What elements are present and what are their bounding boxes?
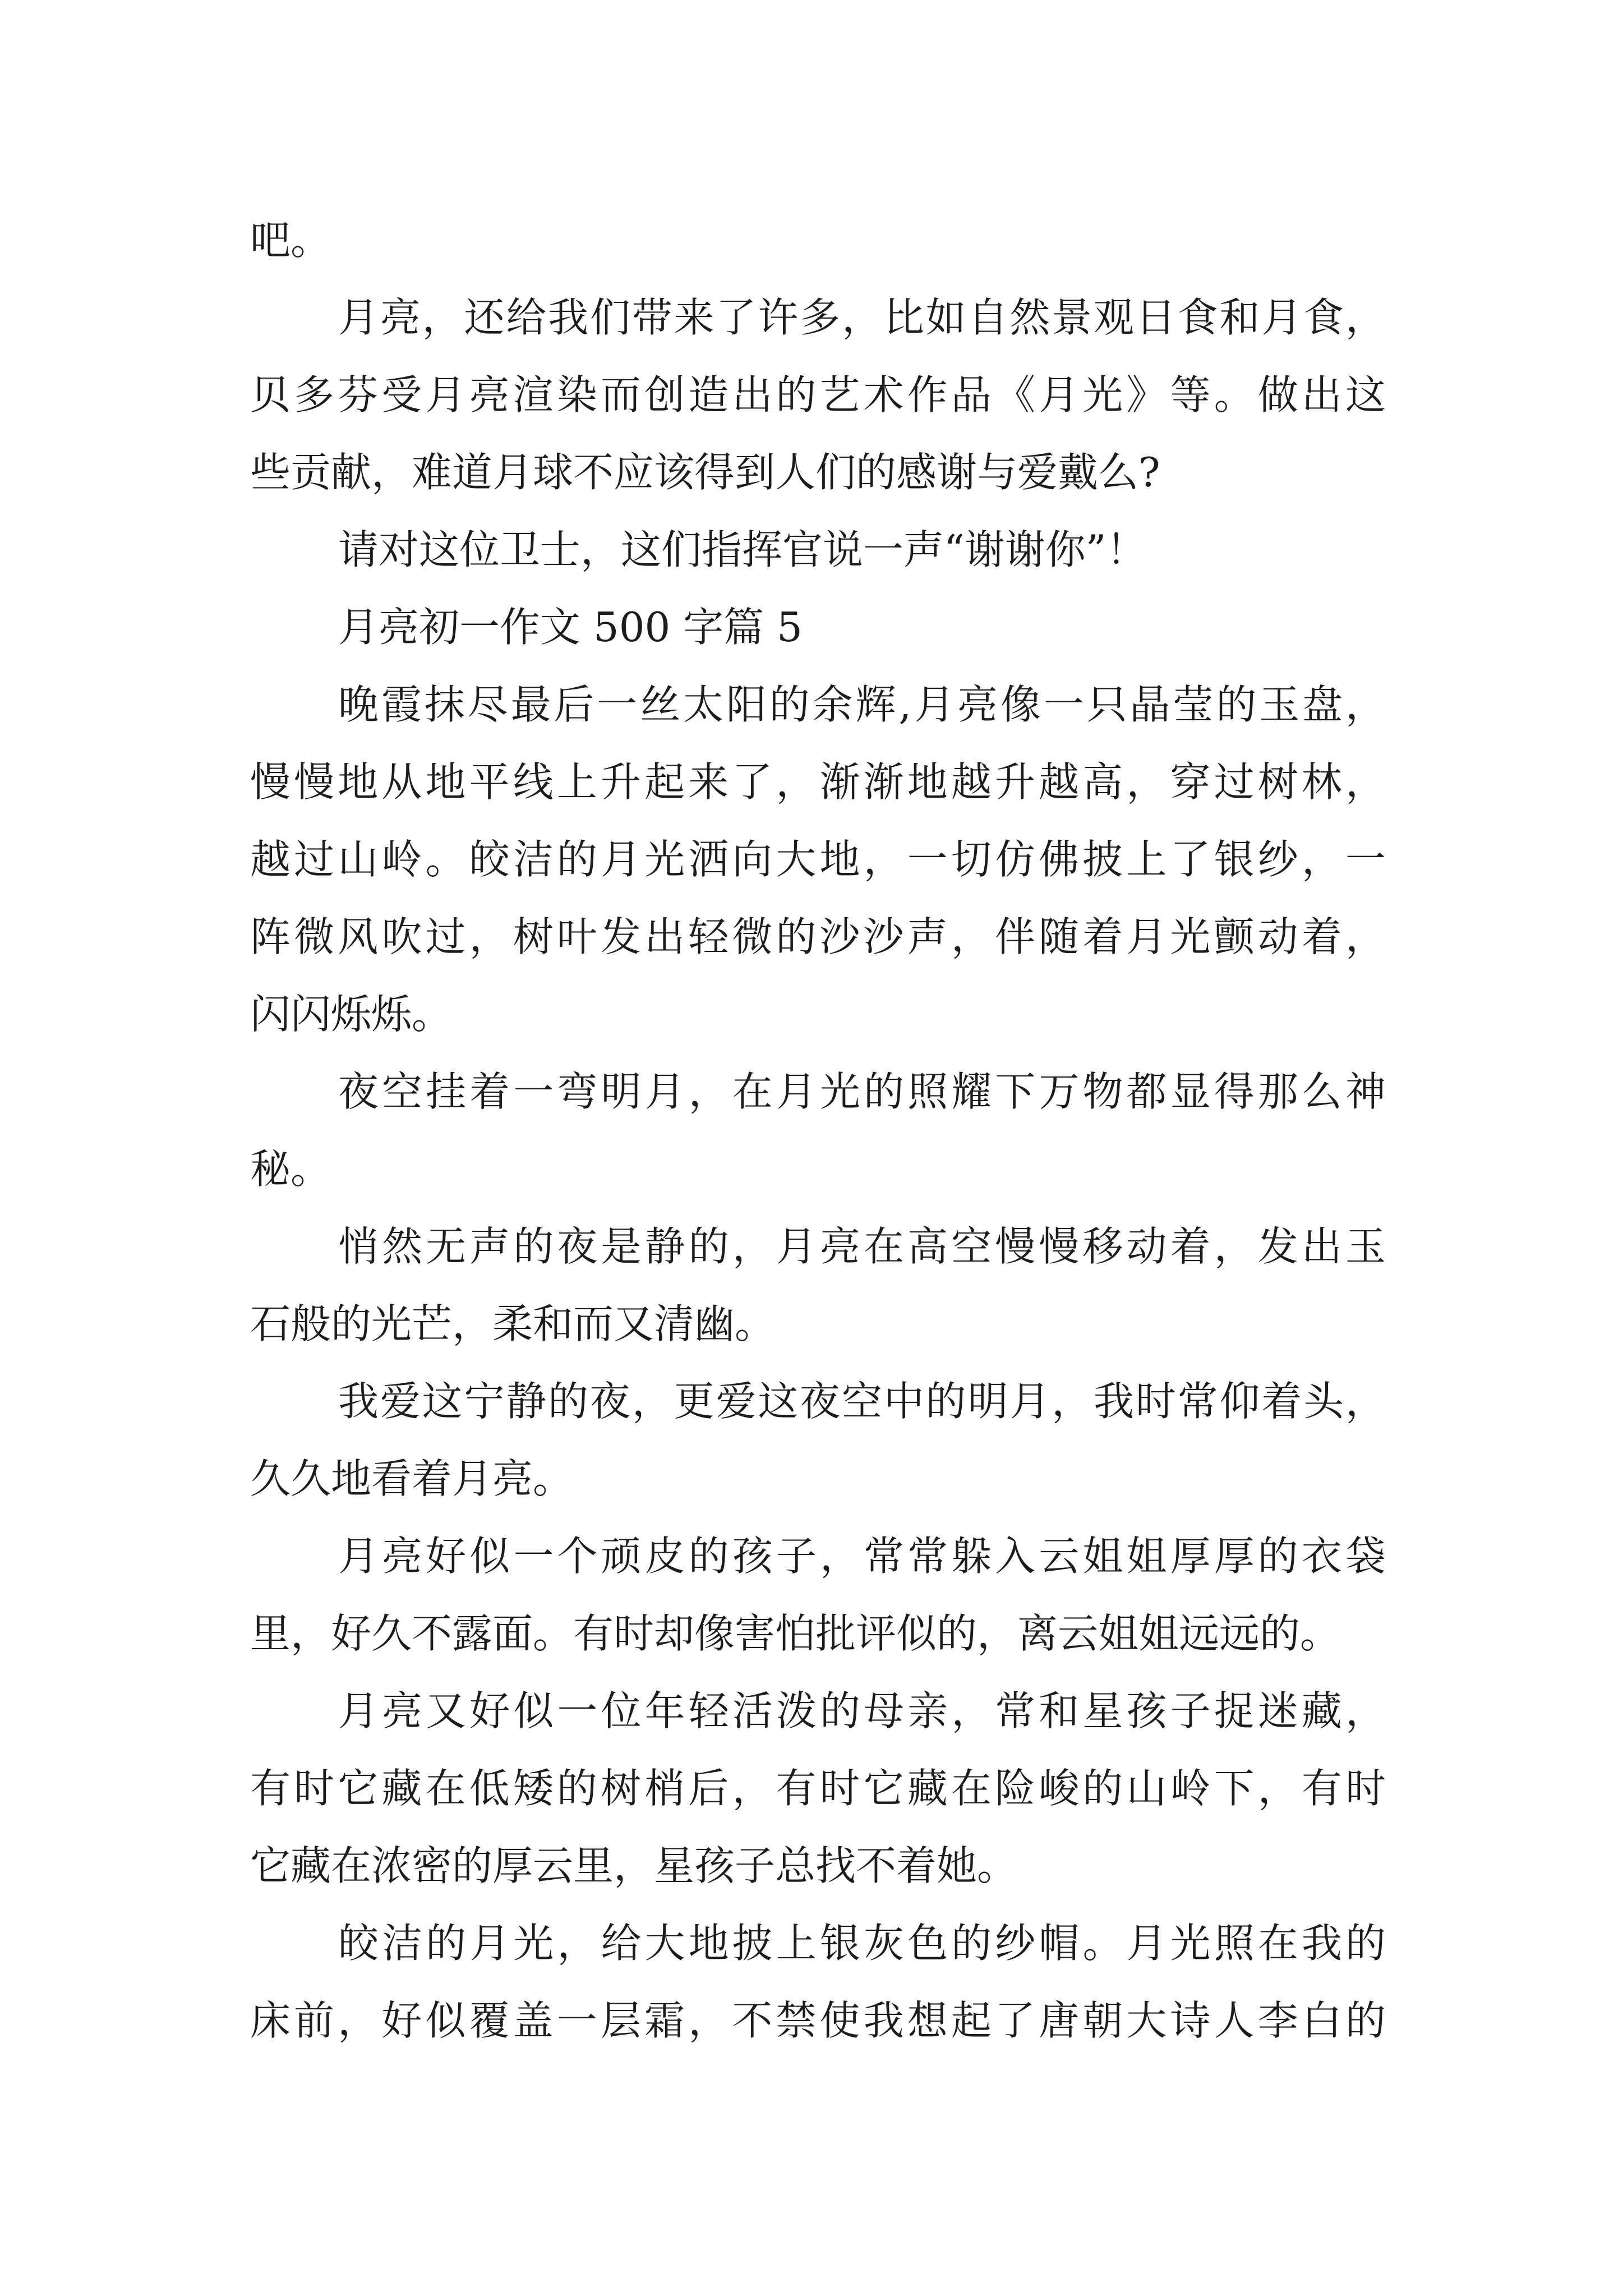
paragraph: [250, 1053, 1386, 1208]
paragraph: [250, 1672, 1386, 1904]
text-line: 些贡献，难道月球不应该得到人们的感谢与爱戴么?: [250, 449, 1160, 496]
text-line: 秘。: [250, 1145, 331, 1193]
text-line: 贝多芬受月亮渲染而创造出的艺术作品《月光》等。做出这: [250, 371, 1386, 418]
text-line: 久久地看着月亮。: [250, 1455, 574, 1502]
document-page: [250, 201, 1386, 2059]
text-line: 月亮好似一个顽皮的孩子，常常躲入云姐姐厚厚的衣袋: [338, 1533, 1386, 1580]
text-line: 我爱这宁静的夜，更爱这夜空中的明月，我时常仰着头，: [338, 1378, 1386, 1425]
text-line: 月亮，还给我们带来了许多，比如自然景观日食和月食，: [338, 294, 1386, 341]
text-line: 阵微风吹过，树叶发出轻微的沙沙声，伴随着月光颤动着，: [250, 913, 1386, 960]
text-line: 悄然无声的夜是静的，月亮在高空慢慢移动着，发出玉: [338, 1223, 1386, 1270]
paragraph: [250, 1904, 1386, 2059]
paragraph: [250, 1208, 1386, 1363]
paragraph: [250, 511, 1386, 588]
heading-text: 月亮初一作文 500 字篇 5: [338, 604, 803, 651]
text-line: 石般的光芒，柔和而又清幽。: [250, 1300, 776, 1347]
text-line: 里，好久不露面。有时却像害怕批评似的，离云姐姐远远的。: [250, 1610, 1341, 1657]
paragraph: [250, 666, 1386, 1053]
text-line: 皎洁的月光，给大地披上银灰色的纱帽。月光照在我的: [338, 1920, 1386, 1967]
text-line: 有时它藏在低矮的树梢后，有时它藏在险峻的山岭下，有时: [250, 1765, 1386, 1812]
text-line: 晚霞抹尽最后一丝太阳的余辉,月亮像一只晶莹的玉盘，: [338, 681, 1386, 728]
text-line: 月亮又好似一位年轻活泼的母亲，常和星孩子捉迷藏，: [338, 1687, 1386, 1734]
text-line: 越过山岭。皎洁的月光洒向大地，一切仿佛披上了银纱，一: [250, 836, 1386, 883]
text-line: 慢慢地从地平线上升起来了，渐渐地越升越高，穿过树林，: [250, 758, 1386, 806]
text-line: 夜空挂着一弯明月，在月光的照耀下万物都显得那么神: [338, 1068, 1386, 1115]
paragraph: [250, 1363, 1386, 1517]
paragraph: [250, 1517, 1386, 1672]
section-heading: [250, 588, 1386, 666]
text-line: 闪闪烁烁。: [250, 991, 453, 1038]
paragraph-continuation: [250, 201, 1386, 279]
text-line: 它藏在浓密的厚云里，星孩子总找不着她。: [250, 1842, 1018, 1889]
text-line: 床前，好似覆盖一层霜，不禁使我想起了唐朝大诗人李白的: [250, 1997, 1386, 2044]
text-line: 吧。: [250, 217, 331, 264]
text-line: 请对这位卫士，这们指挥官说一声“谢谢你”！: [338, 526, 1147, 573]
paragraph: [250, 279, 1386, 511]
